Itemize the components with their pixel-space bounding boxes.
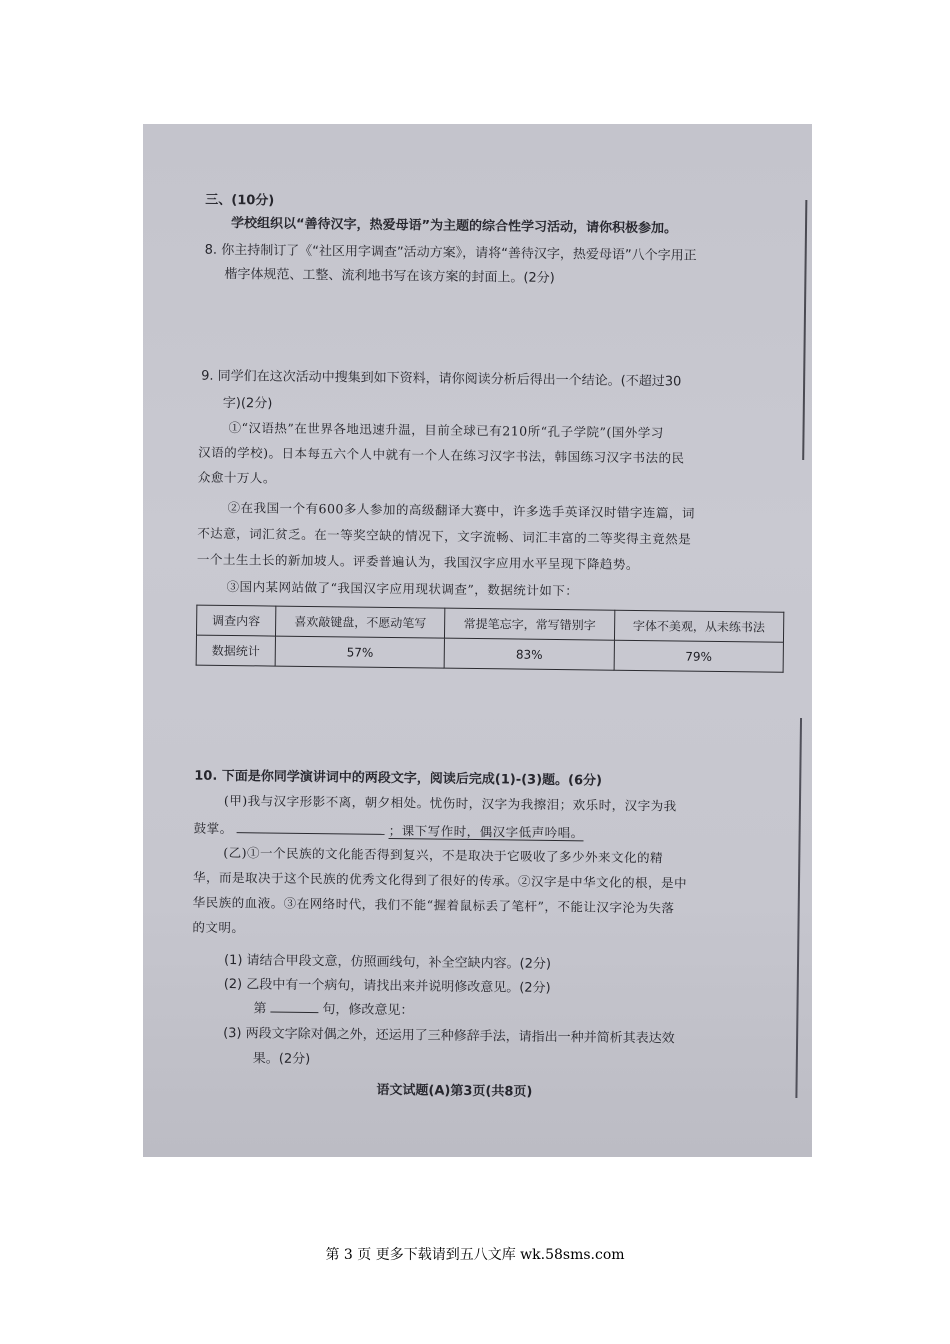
section-heading: 三、(10分) — [205, 192, 275, 209]
underlined-sentence: ；课下写作时，偶汉字低声吟唱。 — [388, 822, 584, 841]
table-cell: 79% — [614, 640, 784, 672]
table-cell: 调查内容 — [196, 605, 275, 636]
q9-material2-line: ②在我国一个有600多人参加的高级翻译大赛中，许多选手英译汉时错字连篇，词 — [227, 499, 695, 521]
q10-sub1: (1) 请结合甲段文意，仿照画线句，补全空缺内容。(2分) — [223, 952, 552, 972]
q10-yi-line: 华，而是取决于这个民族的优秀文化得到了很好的传承。②汉字是中华文化的根，是中 — [192, 869, 688, 891]
q10-sub2: (2) 乙段中有一个病句，请找出来并说明修改意见。(2分) — [223, 976, 551, 996]
q9-material2-line: 不达意，词汇贫乏。在一等奖空缺的情况下，文字流畅、词汇丰富的二等奖得主竟然是 — [197, 525, 692, 547]
exam-paper — [143, 124, 812, 1157]
section-intro: 学校组织以“善待汉字，热爱母语”为主题的综合性学习活动，请你积极参加。 — [230, 215, 678, 237]
scanned-exam-page-photo — [143, 124, 812, 1157]
sub2-label: 第 — [253, 1001, 267, 1017]
paper-edge-line — [795, 718, 802, 1098]
q10-sub2-answer — [253, 997, 413, 1018]
table-cell: 83% — [444, 638, 614, 670]
answer-blank — [270, 1000, 318, 1014]
q9-line1: 9. 同学们在这次活动中搜集到如下资料，请你阅读分析后得出一个结论。(不超过30 — [201, 368, 682, 390]
q10-line1: 10. 下面是你同学演讲词中的两段文字，阅读后完成(1)-(3)题。(6分) — [194, 768, 603, 789]
q8-line2: 楷字体规范、工整、流利地书写在该方案的封面上。(2分) — [224, 266, 555, 286]
survey-data-table — [196, 605, 785, 673]
q10-yi-line: 华民族的血液。③在网络时代，我们不能“握着鼠标丢了笔杆”，不能让汉字沦为失落 — [192, 894, 675, 916]
q9-material3-line: ③国内某网站做了“我国汉字应用现状调查”，数据统计如下： — [226, 578, 579, 599]
jia-text: 鼓掌。 — [193, 820, 233, 837]
page-number: 语文试题(A)第3页(共8页) — [376, 1082, 533, 1100]
table-row — [196, 635, 783, 672]
table-cell: 常提笔忘字，常写错别字 — [445, 608, 615, 640]
sub2-label: 句，修改意见： — [322, 1002, 414, 1019]
table-cell: 字体不美观，从未练书法 — [614, 610, 784, 642]
q9-material1-line: 众愈十万人。 — [197, 469, 277, 486]
table-cell: 喜欢敲键盘，不愿动笔写 — [275, 606, 445, 638]
q8-line1: 8. 你主持制订了《“社区用字调查”活动方案》，请将“善待汉字，热爱母语”八个字用正 — [204, 242, 697, 264]
q9-line2: 字)(2分) — [222, 395, 273, 412]
q10-jia-line: (甲)我与汉字形影不离，朝夕相处。忧伤时，汉字为我擦泪；欢乐时，汉字为我 — [223, 792, 677, 814]
q10-yi-line: (乙)①一个民族的文化能否得到复兴，不是取决于它吸收了多少外来文化的精 — [223, 844, 664, 866]
q10-sub3: (3) 两段文字除对偶之外，还运用了三种修辞手法，请指出一种并简析其表达效 — [223, 1025, 675, 1047]
site-footer: 第 3 页 更多下载请到五八文库 wk.58sms.com — [325, 1247, 625, 1263]
paper-edge-line — [802, 200, 807, 460]
q9-material2-line: 一个土生土长的新加坡人。评委普遍认为，我国汉字应用水平呈现下降趋势。 — [196, 551, 639, 572]
answer-blank — [237, 820, 385, 835]
q9-material1-line: ①“汉语热”在世界各地迅速升温，目前全球已有210所“孔子学院”(国外学习 — [228, 419, 664, 441]
q9-material1-line: 汉语的学校)。日本每五六个人中就有一个人在练习汉字书法，韩国练习汉字书法的民 — [198, 444, 685, 466]
q10-sub3-cont: 果。(2分) — [252, 1051, 311, 1068]
q10-yi-line: 的文明。 — [192, 919, 245, 936]
table-cell: 57% — [275, 636, 445, 668]
q10-jia-line2 — [194, 819, 584, 842]
table-cell: 数据统计 — [196, 635, 275, 666]
